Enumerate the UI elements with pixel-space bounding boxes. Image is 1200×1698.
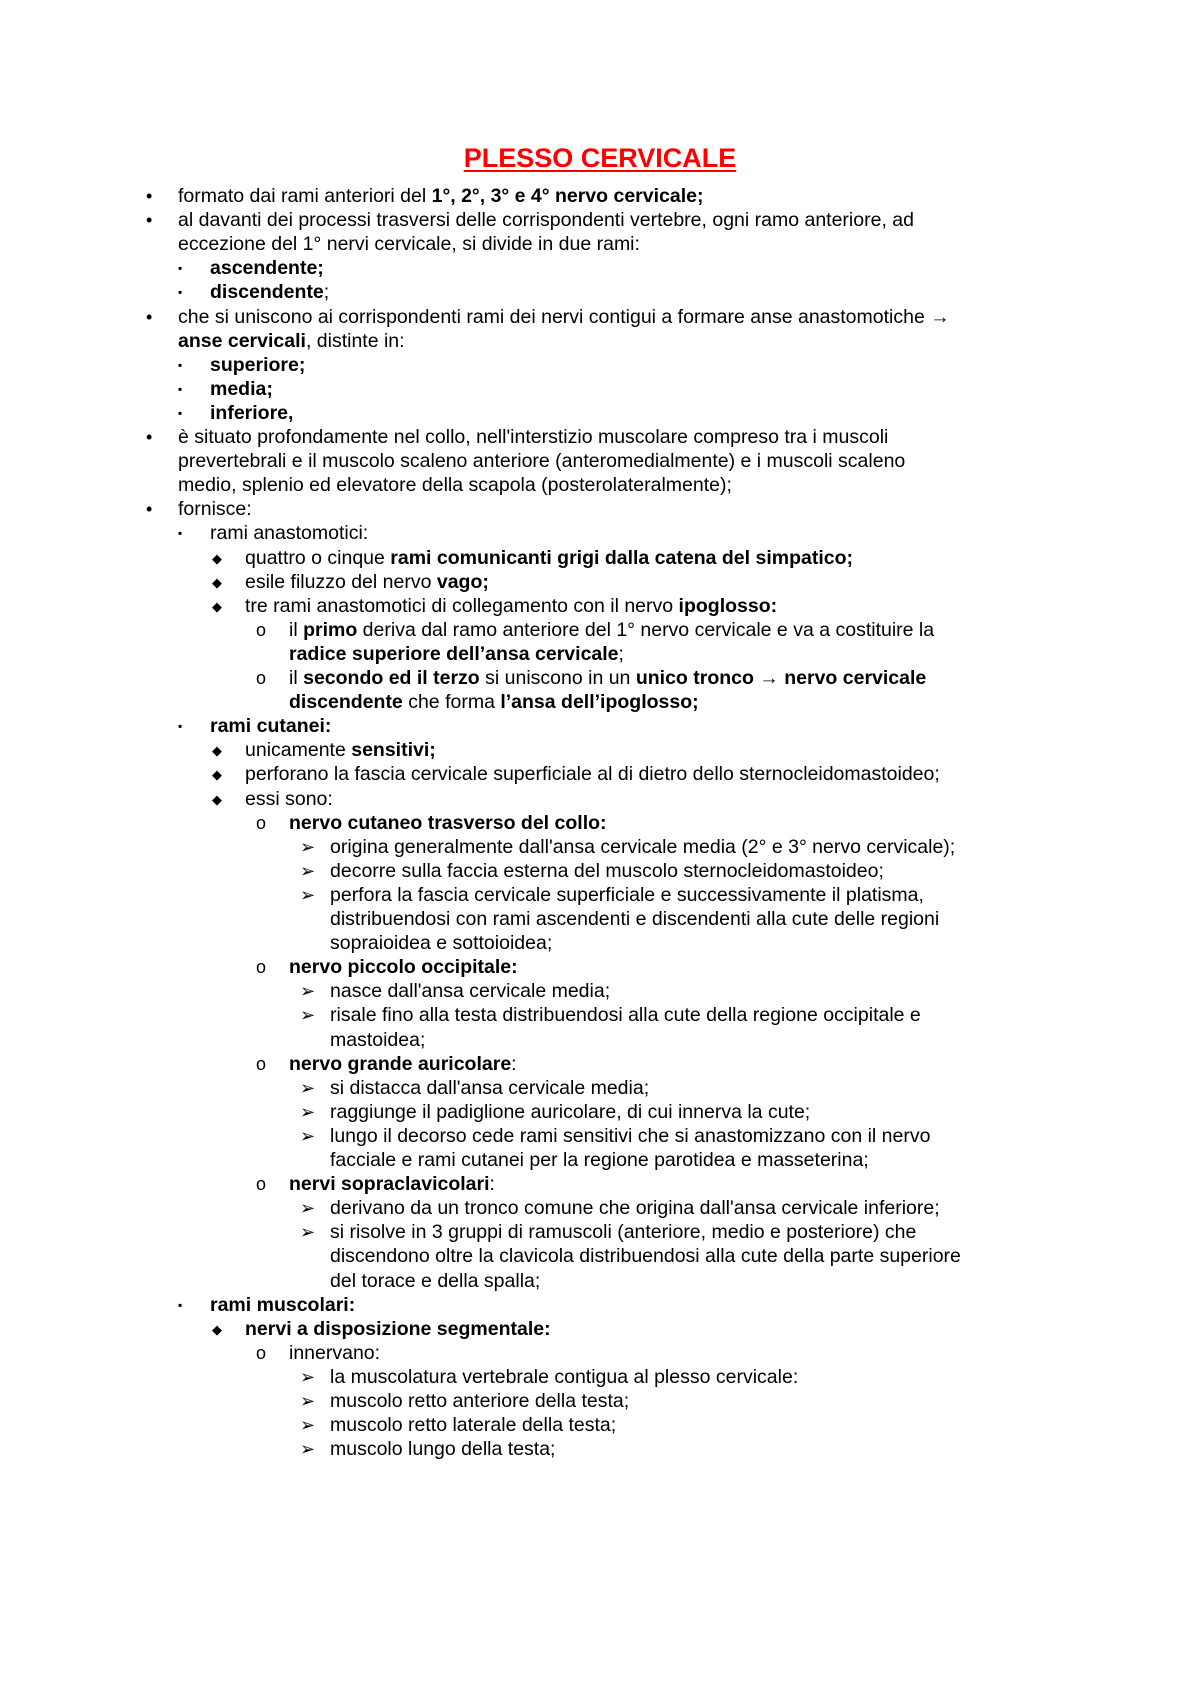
text-run: raggiunge il padiglione auricolare, di cui innerva la cute; [330,1100,811,1123]
text-run: quattro o cinque [245,546,391,569]
bullet-arrow: ➢ [300,1222,316,1243]
text-line [289,642,624,667]
bullet-diamond: ◆ [212,743,222,759]
text-run: muscolo lungo della testa; [330,1438,556,1461]
bold-text: rami cutanei: [210,715,332,738]
bullet-dot: • [146,210,153,231]
text-run: che si uniscono ai corrispondenti rami dei nervi contigui a formare anse anastomotiche [178,305,931,328]
text-run: distribuendosi con rami ascendenti e discendenti alla cute delle regioni [330,908,940,930]
bullet-arrow: ➢ [300,1077,316,1098]
bold-text: l’ansa dell’ipoglosso; [500,691,699,714]
text-run: ; [618,642,624,665]
text-line [178,425,888,450]
bullet-square: ▪ [178,1297,183,1312]
text-run: derivano da un tronco comune che origina dall'ansa cervicale inferiore; [330,1197,940,1220]
text-run: origina generalmente dall'ansa cervicale media (2° e 3° nervo cervicale); [330,835,956,858]
text-line [330,883,924,908]
text-line [330,1076,649,1101]
bold-text: nervi a disposizione segmentale: [245,1317,551,1340]
bold-text: superiore; [210,353,306,376]
text-run: decorre sulla faccia esterna del muscolo sternocleidomastoideo; [330,859,884,882]
bullet-arrow: ➢ [300,860,316,881]
text-line [178,449,905,474]
bold-text: primo [303,618,358,641]
text-line [245,787,333,812]
bullet-square: ▪ [178,719,183,734]
text-line [289,666,926,691]
bullet-arrow: ➢ [300,1439,316,1460]
bold-text: → [930,305,950,328]
text-line [245,738,436,763]
text-line [210,714,331,739]
text-line [330,1389,629,1414]
text-run: tre rami anastomotici di collegamento con il nervo [245,594,679,617]
text-line [245,546,853,571]
page-title: PLESSO CERVICALE [463,143,737,173]
text-line [330,1244,961,1269]
text-line [330,1437,555,1462]
bold-text: media; [210,377,273,400]
text-line [330,859,884,884]
text-line [330,1124,930,1149]
text-run: innervano: [289,1341,381,1364]
text-line [330,1003,921,1028]
text-run: unicamente [245,739,352,762]
text-run: sopraioidea e sottoioidea; [330,932,553,955]
text-line [330,1028,425,1053]
bold-text: ipoglosso: [678,594,778,617]
text-run: nasce dall'ansa cervicale media; [330,980,611,1003]
bullet-square: ▪ [178,357,183,372]
text-run: del torace e della spalla; [330,1269,541,1292]
text-line [210,1293,355,1318]
text-run: esile filuzzo del nervo [245,570,437,593]
bullet-diamond: ◆ [212,550,222,566]
bullet-arrow: ➢ [300,1198,316,1219]
text-run: formato dai rami anteriori del [178,185,432,207]
bullet-arrow: ➢ [300,1101,316,1122]
bold-text: rami muscolari: [210,1293,356,1316]
bullet-arrow: ➢ [300,836,316,857]
text-line [210,280,329,305]
text-line [330,1100,810,1125]
bold-text: rami comunicanti grigi dalla catena del simpatico; [390,546,853,569]
text-run: facciale e rami cutanei per la regione parotidea e masseterina; [330,1149,869,1171]
text-line [330,1413,616,1438]
text-line [330,907,939,932]
bullet-circle: o [256,1053,267,1074]
text-run: eccezione del 1° nervi cervicale, si divide in due rami: [178,233,640,256]
text-run: rami anastomotici: [210,522,369,545]
bold-text: radice superiore dell’ansa cervicale [289,642,619,665]
bold-text: nervo piccolo occipitale: [289,956,518,979]
text-run: perforano la fascia cervicale superficiale al di dietro dello sternocleidomastoideo; [245,763,940,786]
bullet-arrow: ➢ [300,1125,316,1146]
bold-text: vago; [436,570,489,593]
text-run: il [289,667,304,689]
text-line [330,835,955,860]
text-run: muscolo retto laterale della testa; [330,1414,617,1437]
bold-text: sensitivi; [351,739,436,762]
text-line [330,979,610,1004]
text-run: ; [323,281,330,304]
text-line [210,401,293,426]
text-run: , distinte in: [305,329,405,352]
bullet-square: ▪ [178,285,183,300]
text-line [245,1317,551,1342]
text-run: prevertebrali e il muscolo scaleno anteriore (anteromedialmente) e i muscoli scaleno [178,450,906,473]
text-line [289,1341,380,1366]
text-line [210,521,368,546]
text-line [289,1052,517,1077]
bullet-dot: • [146,306,153,327]
text-run: si uniscono in un [479,667,636,689]
bullet-circle: o [256,1342,267,1363]
text-run: la muscolatura vertebrale contigua al plesso cervicale: [330,1365,799,1388]
text-line [210,353,305,378]
text-run: : [489,1173,495,1196]
text-run: al davanti dei processi trasversi delle corrispondenti vertebre, ogni ramo anteriore, ad [178,209,914,232]
text-line [178,208,914,233]
text-line [330,1148,869,1173]
bullet-diamond: ◆ [212,574,222,590]
bullet-arrow: ➢ [300,1366,316,1387]
text-run: si distacca dall'ansa cervicale media; [330,1076,650,1099]
bullet-diamond: ◆ [212,1321,222,1337]
text-run: deriva dal ramo anteriore del 1° nervo cervicale e va a costituire la [357,618,935,641]
bold-text: anse cervicali [178,329,306,352]
text-line [289,811,607,836]
text-line [289,955,518,980]
text-line [178,184,703,209]
bullet-square: ▪ [178,405,183,420]
text-line [289,618,934,643]
text-line [210,377,273,402]
bullet-diamond: ◆ [212,791,222,807]
bullet-circle: o [256,668,267,688]
text-run: risale fino alla testa distribuendosi alla cute della regione occipitale e [330,1004,921,1027]
text-line [330,1365,798,1390]
text-run: che forma [402,691,501,714]
bold-text: discendente [289,691,403,714]
bold-text: nervi sopraclavicolari [289,1173,490,1196]
text-run: discendono oltre la clavicola distribuendosi alla cute della parte superiore [330,1245,961,1268]
bullet-dot: • [146,186,153,206]
text-line [178,232,640,257]
bullet-dot: • [146,427,153,447]
text-run: : [511,1052,517,1075]
text-run: lungo il decorso cede rami sensitivi che si anastomizzano con il nervo [330,1124,931,1147]
text-line [289,1172,495,1197]
text-run: perfora la fascia cervicale superficiale e successivamente il platisma, [330,883,924,906]
bullet-arrow: ➢ [300,981,316,1002]
text-run: muscolo retto anteriore della testa; [330,1390,630,1412]
text-line [178,473,732,498]
text-line [330,931,552,956]
bold-text: ascendente; [210,257,324,280]
bullet-arrow: ➢ [300,1391,316,1411]
bullet-circle: o [256,619,267,640]
bullet-dot: • [146,499,153,520]
bullet-arrow: ➢ [300,884,316,905]
bullet-circle: o [256,1174,267,1195]
text-line [330,1196,940,1221]
text-line [178,305,950,330]
text-run: essi sono: [245,787,333,810]
bullet-square: ▪ [178,381,183,396]
text-run: fornisce: [178,498,252,521]
bullet-circle: o [256,957,267,978]
bullet-square: ▪ [178,526,183,541]
text-line [245,762,940,787]
text-line [178,329,405,354]
text-run: mastoidea; [330,1028,426,1051]
text-run: è situato profondamente nel collo, nell'interstizio muscolare compreso tra i muscoli [178,426,889,448]
bold-text: 1°, 2°, 3° e 4° nervo cervicale; [431,185,704,207]
bold-text: secondo ed il terzo [303,667,480,689]
bold-text: discendente [210,281,324,304]
bullet-circle: o [256,812,267,833]
text-line [330,1269,540,1294]
text-line [289,690,699,715]
text-line [210,256,324,281]
text-run: si risolve in 3 gruppi di ramuscoli (anteriore, medio e posteriore) che [330,1221,917,1244]
bullet-diamond: ◆ [212,598,222,614]
bold-text: inferiore, [210,401,294,424]
text-run: il [289,618,304,641]
text-line [330,1220,916,1245]
bold-text: nervo grande auricolare [289,1052,512,1075]
bullet-diamond: ◆ [212,767,222,783]
bold-text: unico tronco → nervo cervicale [635,667,927,689]
bullet-arrow: ➢ [300,1005,316,1026]
text-line [245,570,489,595]
bold-text: nervo cutaneo trasverso del collo: [289,811,607,834]
text-line [245,594,777,619]
bullet-square: ▪ [178,261,183,276]
bullet-arrow: ➢ [300,1415,316,1436]
text-line [178,497,252,522]
text-run: medio, splenio ed elevatore della scapola (posterolateralmente); [178,474,732,497]
